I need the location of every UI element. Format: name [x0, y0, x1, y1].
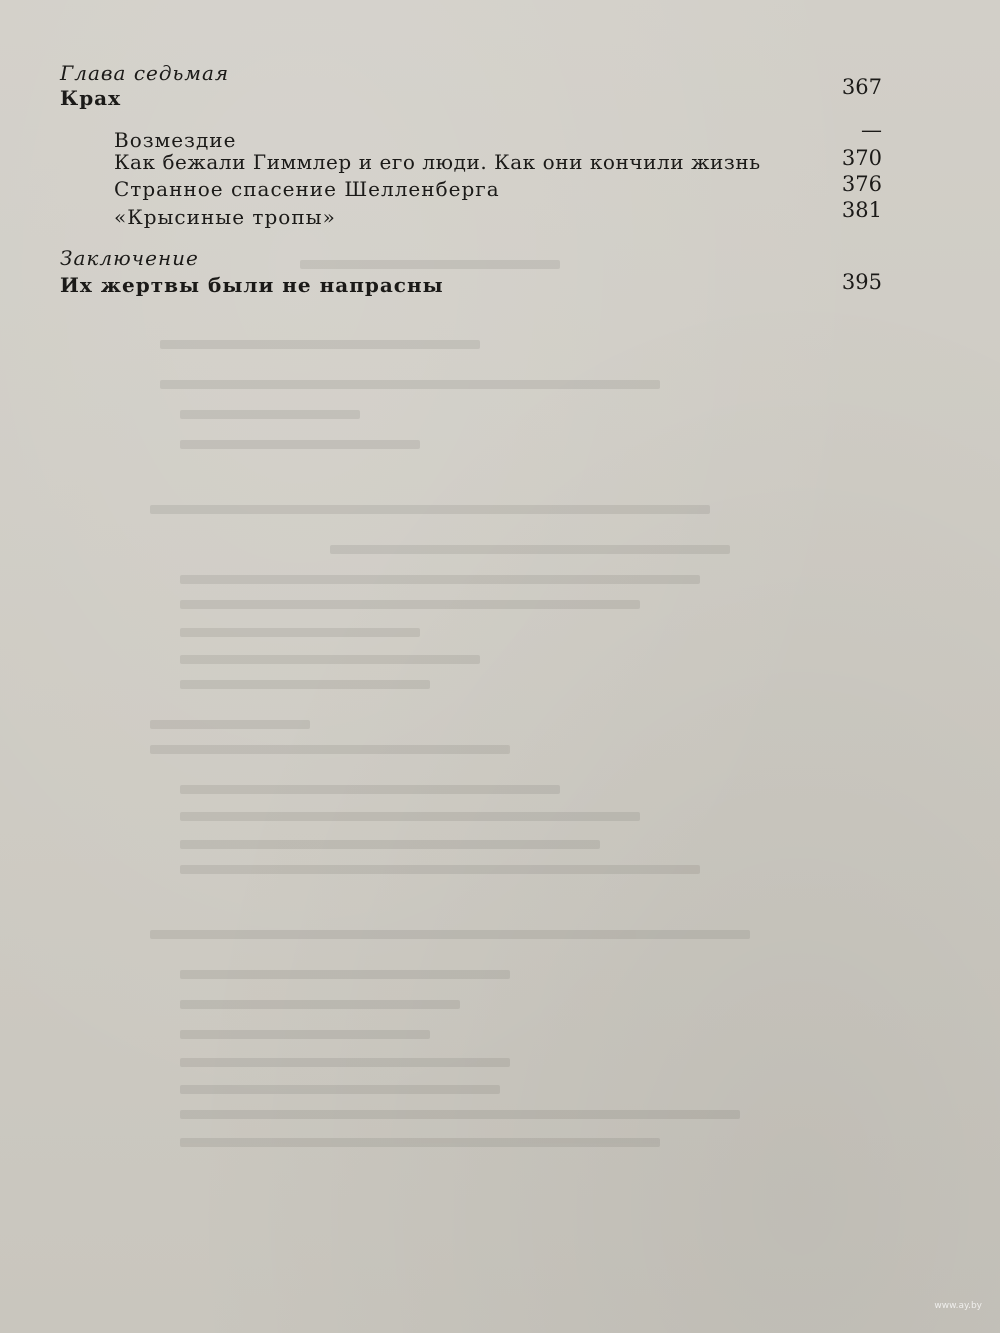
chapter-title: Крах	[60, 86, 122, 110]
section-page-number: 381	[841, 198, 882, 222]
section-title: Возмездие	[114, 128, 237, 152]
chapter-label: Глава седьмая	[60, 61, 230, 85]
section-title: «Крысиные тропы»	[114, 205, 336, 229]
watermark: www.ay.by	[934, 1301, 982, 1311]
section-title: Странное спасение Шелленберга	[114, 177, 500, 201]
chapter-page-number: 367	[841, 75, 882, 99]
conclusion-title: Их жертвы были не напрасны	[60, 273, 444, 297]
bleed-through-text	[150, 250, 930, 1250]
section-page-number: 376	[841, 172, 882, 196]
conclusion-label: Заключение	[60, 246, 199, 270]
section-title: Как бежали Гиммлер и его люди. Как они кончили жизнь	[114, 150, 761, 174]
conclusion-page-number: 395	[841, 270, 882, 294]
section-page-number: —	[861, 118, 882, 142]
section-page-number: 370	[841, 146, 882, 170]
